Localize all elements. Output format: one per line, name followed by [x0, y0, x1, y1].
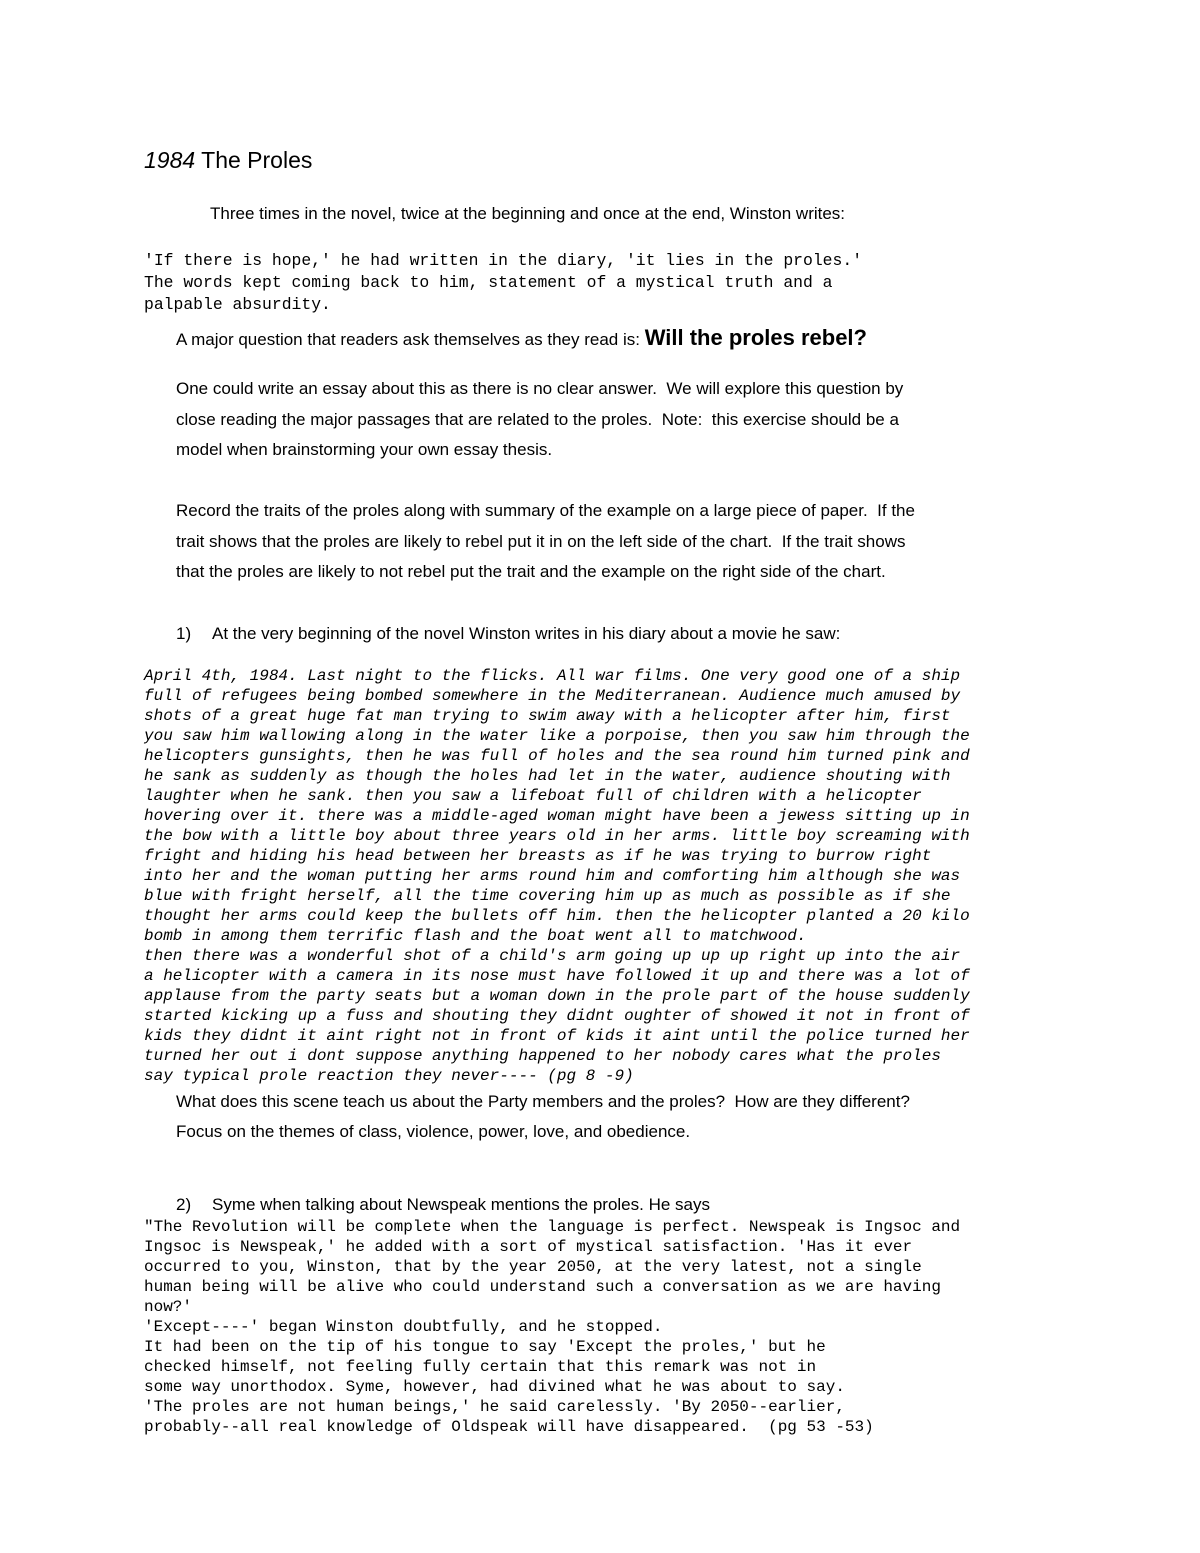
guiding-question: [176, 323, 867, 355]
syme-quote: "The Revolution will be complete when the language is perfect. Newspeak is Ingsoc and Ingsoc is Newspeak,' he added with a sort of mystical satisfaction. 'Has it ever occurred to you, Winston, that by the year 2050, at the very latest, not a single human being will be alive who could understand such a conversation as we are having now?' 'Except----' began Winston doubtfully, and he stopped. It had been on the tip of his tongue to say 'Except the proles,' but he checked himself, not feeling fully certain that this remark was not in some way unorthodox. Syme, however, had divined what he was about to say. 'The proles are not human beings,' he said carelessly. 'By 2050--earlier, probably--all real knowledge of Oldspeak will have disappeared. (pg 53 -53): [144, 1218, 961, 1436]
list-item-text: Syme when talking about Newspeak mentions the proles. He says: [212, 1195, 710, 1214]
title-year: 1984: [144, 147, 196, 173]
list-item-text: At the very beginning of the novel Winston writes in his diary about a movie he saw:: [212, 624, 841, 643]
paragraph-instructions: Record the traits of the proles along with summary of the example on a large piece of paper. If the trait shows that the proles are likely to rebel put it in on the left side of the chart. If the trait shows that the proles are likely to not rebel put the trait and the example on the right side of the chart.: [176, 501, 915, 581]
opening-quote: 'If there is hope,' he had written in the diary, 'it lies in the proles.' The words kept coming back to him, statement of a mystical truth and a palpable absurdity.: [144, 251, 863, 314]
list-item-2: [176, 1193, 710, 1217]
question-bold: Will the proles rebel?: [644, 325, 867, 350]
page-title: [144, 146, 312, 174]
paragraph-essay: One could write an essay about this as there is no clear answer. We will explore this question by close reading the major passages that are related to the proles. Note: this exercise should be a model when brainstorming your own essay thesis.: [176, 379, 904, 459]
list-item-number: 2): [176, 1195, 192, 1214]
question-lead: A major question that readers ask themselves as they read is:: [176, 330, 645, 349]
diary-entry-quote: April 4th, 1984. Last night to the flicks. All war films. One very good one of a ship full of refugees being bombed somewhere in the Mediterranean. Audience much amused by shots of a great huge fat man trying to swim away with a helicopter after him, first you saw him wallowing along in the water like a porpoise, then you saw him through the helicopters gunsights, then he was full of holes and the sea round him turned pink and he sank as suddenly as though the holes had let in the water, audience shouting with laughter when he sank. then you saw a lifeboat full of children with a helicopter hovering over it. there was a middle-aged woman might have been a jewess sitting up in the bow with a little boy about three years old in her arms. little boy screaming with fright and hiding his head between her breasts as if he was trying to burrow right into her and the woman putting her arms round him and comforting him although she was blue with fright herself, all the time covering him up as much as possible as if she thought her arms could keep the bullets off him. then the helicopter planted a 20 kilo bomb in among them terrific flash and the boat went all to matchwood. then there was a wonderful shot of a child's arm going up up up right up into the air a helicopter with a camera in its nose must have followed it up and there was a lot of applause from the party seats but a woman down in the prole part of the house suddenly started kicking up a fuss and shouting they didnt oughter of showed it not in front of kids they didnt it aint right not in front of kids it aint until the police turned her turned her out i dont suppose anything happened to her nobody cares what the proles say typical prole reaction they never---- (pg 8 -9): [144, 667, 970, 1085]
intro-line: Three times in the novel, twice at the beginning and once at the end, Winston writes:: [210, 204, 846, 223]
list-item-number: 1): [176, 624, 192, 643]
list-item-1: [176, 622, 840, 646]
discussion-questions: What does this scene teach us about the Party members and the proles? How are they different? Focus on the themes of class, violence, power, love, and obedience.: [176, 1092, 910, 1141]
title-text: The Proles: [195, 147, 313, 173]
